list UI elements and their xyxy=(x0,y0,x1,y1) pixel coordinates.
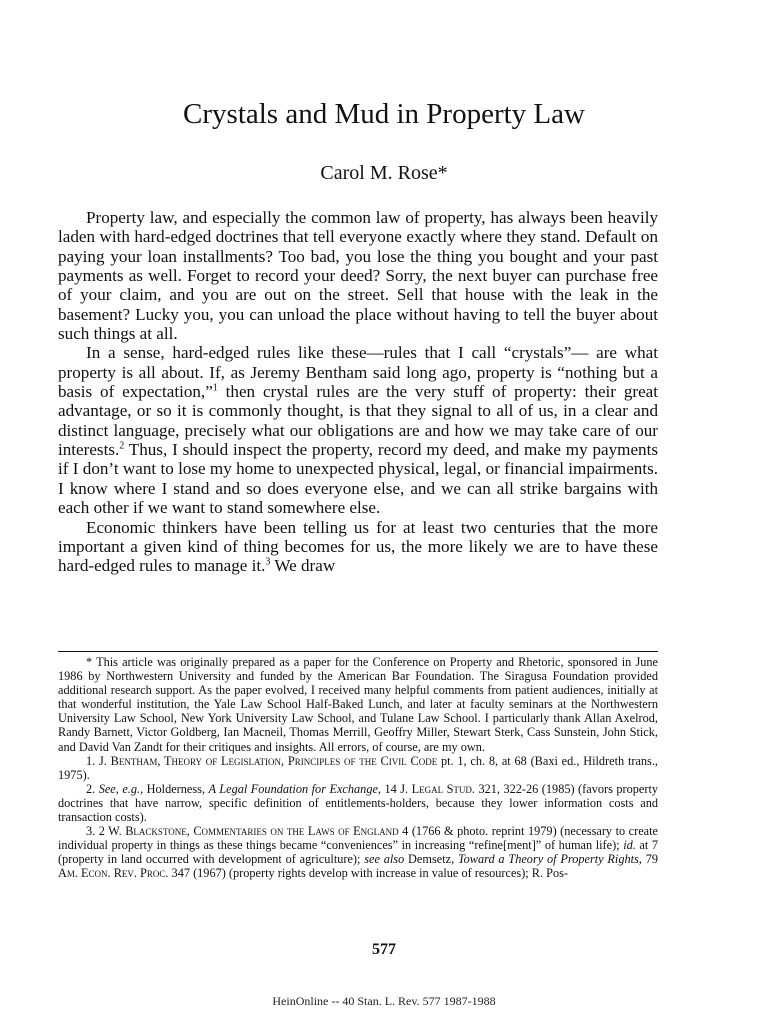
paragraph-2-part-a: In a sense, hard-edged rules like these—rules that I call “crystals”— are what property is all about. If, as Jeremy Bentham said long ago, property is “nothing but a basis of expectation,” xyxy=(58,343,658,402)
footnote-2-volume: 14 J. xyxy=(381,781,412,796)
source-line: HeinOnline -- 40 Stan. L. Rev. 577 1987-1988 xyxy=(272,994,496,1008)
footnote-2-journal: Legal Stud. xyxy=(411,781,476,796)
footnote-3 xyxy=(58,824,658,880)
footnote-2-title: A Legal Foundation for Exchange, xyxy=(208,781,382,796)
paragraph-3 xyxy=(58,518,658,576)
footnote-ref-1[interactable]: 1 xyxy=(212,382,218,394)
footnote-3-citation: 347 (1967) (property rights develop with increase in value of resources); R. Pos- xyxy=(168,866,569,881)
footnote-3-text-a: 4 (1766 & photo. reprint 1979) (necessary to create individual property in things as these things became “conveniences” in increasing “refine[ment]” of human life); xyxy=(58,824,658,853)
footnote-ref-2[interactable]: 2 xyxy=(119,440,125,452)
footnote-3-title: Toward a Theory of Property Rights, xyxy=(457,852,642,867)
footnote-1-citation: pt. 1, ch. 8, at 68 (Baxi ed., Hildreth trans., 1975). xyxy=(58,753,658,782)
paragraph-2-part-c: Thus, I should inspect the property, record my deed, and make my payments if I don’t want to lose my home to unexpected physical, legal, or financial impairments. I know where I stand and so does everyone else, and we can all strike bargains with each other if we want to stand somewhere else. xyxy=(58,440,658,518)
paragraph-3-part-b: We draw xyxy=(270,556,336,576)
footnote-2-signal: See, e.g., xyxy=(98,781,144,796)
article-title: Crystals and Mud in Property Law xyxy=(183,98,585,130)
footnote-3-signal: see also xyxy=(364,852,405,867)
footnote-1-number: 1. J. xyxy=(86,753,111,768)
footnote-2-citation: 321, 322-26 (1985) (favors property doctrines that have narrow, specific definition of entitlements-holders, because they lower information costs and transaction costs). xyxy=(58,781,659,825)
paragraph-2-part-b: then crystal rules are the very stuff of property: their great advantage, or so it is commonly thought, is that they signal to all of us, in a clear and distinct language, precisely what our obligations are and how we may take care of our interests. xyxy=(58,382,658,460)
footnote-3-author: Demsetz, xyxy=(404,852,458,867)
footnotes xyxy=(58,655,658,881)
page-number: 577 xyxy=(372,941,396,958)
footnote-rule xyxy=(58,651,658,652)
footnote-3-text-b: at 7 (property in land occurred with development of agriculture); xyxy=(58,838,659,867)
footnote-3-work: Blackstone, Commentaries on the Laws of England xyxy=(125,824,399,839)
footnote-2-number: 2. xyxy=(86,781,99,796)
body-text xyxy=(58,208,658,576)
paragraph-1: Property law, and especially the common law of property, has always been heavily laden with hard-edged doctrines that tell everyone exactly where they stand. Default on paying your loan installments? Too bad, you lose the thing you bought and your past payments as well. Forget to record your deed? Sorry, the next buyer can purchase free of your claim, and you are out on the street. Sell that house with the leak in the basement? Lucky you, you can unload the place without having to tell the buyer about such things at all. xyxy=(58,208,658,344)
footnote-3-volume: 79 xyxy=(641,852,658,867)
footnote-3-id: id. xyxy=(623,838,636,853)
paragraph-3-part-a: Economic thinkers have been telling us for at least two centuries that the more important a given kind of thing becomes for us, the more likely we are to have these hard-edged rules to manage it. xyxy=(58,517,658,576)
footnote-3-journal: Am. Econ. Rev. Proc. xyxy=(58,866,169,881)
footnote-2 xyxy=(58,782,658,824)
footnote-1-work: Bentham, Theory of Legislation, Principles of the Civil Code xyxy=(110,753,438,768)
paragraph-2 xyxy=(58,343,658,517)
footnote-star: * This article was originally prepared as a paper for the Conference on Property and Rhetoric, sponsored in June 1986 by Northwestern University and funded by the American Bar Foundation. The Siragusa Foundation provided additional research support. As the paper evolved, I received many helpful comments from patient audiences, initially at that wonderful institution, the Yale Law School Half-Baked Lunch, and later at faculty seminars at the Northwestern University Law School, New York University Law School, and Tulane Law School. I particularly thank Allan Axelrod, Randy Barnett, Victor Goldberg, Ian Macneil, Thomas Merrill, Geoffry Miller, Stewart Sterk, Cass Sunstein, John Stick, and David Van Zandt for their critiques and insights. All errors, of course, are my own. xyxy=(58,655,658,754)
footnote-1 xyxy=(58,754,658,782)
footnote-3-number: 3. 2 W. xyxy=(86,824,126,839)
footnote-2-author: Holderness, xyxy=(143,781,209,796)
footnote-ref-3[interactable]: 3 xyxy=(265,556,271,568)
article-author: Carol M. Rose* xyxy=(320,162,448,184)
